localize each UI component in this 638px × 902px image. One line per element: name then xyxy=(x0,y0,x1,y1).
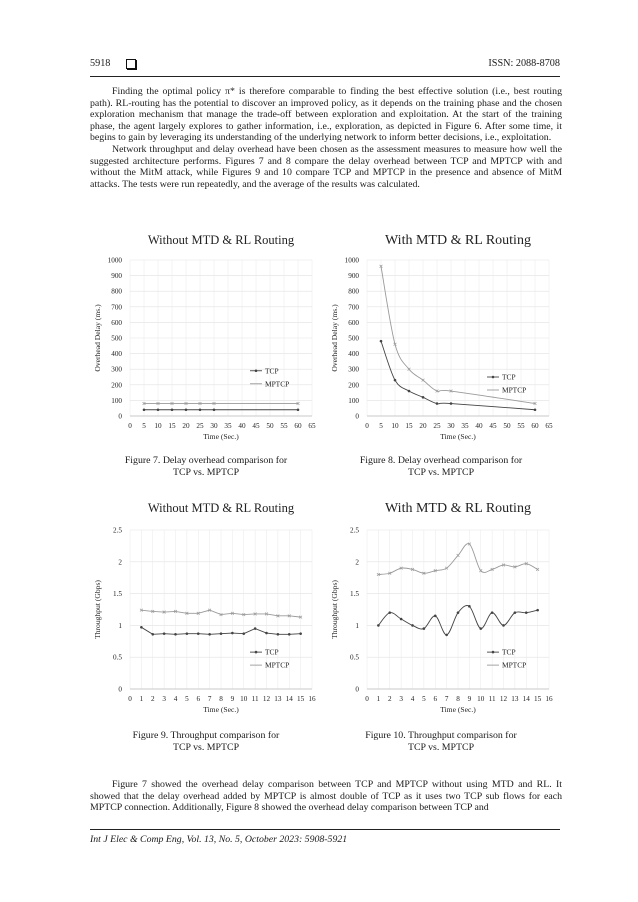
x-tick-label: 45 xyxy=(252,422,260,430)
chart-svg xyxy=(88,228,328,446)
x-tick-label: 13 xyxy=(511,695,519,703)
x-tick-label: 15 xyxy=(405,422,413,430)
footer-rule xyxy=(90,829,560,830)
figure-7-chart xyxy=(88,228,328,451)
x-tick-label: 9 xyxy=(230,695,235,703)
x-tick-label: 1 xyxy=(139,695,144,703)
x-tick-label: 7 xyxy=(444,695,449,703)
y-tick-label: 500 xyxy=(111,334,122,343)
x-tick-label: 16 xyxy=(545,695,553,703)
x-tick-label: 65 xyxy=(545,422,553,430)
paragraph: Network throughput and delay overhead have been chosen as the assessment measures to measure how well the suggested architecture performs. Figures 7 and 8 compare the delay overhead between TCP and MPTCP with and without the MitM attack, while Figures 9 and 10 compare TCP and MPTCP in the presence and absence of MitM attacks. The tests were run repeatedly, and the average of the results was calculated. xyxy=(90,143,562,190)
y-tick-label: 0 xyxy=(355,685,359,694)
x-tick-label: 65 xyxy=(308,422,316,430)
legend-marker xyxy=(255,369,258,372)
y-tick-label: 1 xyxy=(118,621,122,630)
x-tick-label: 6 xyxy=(433,695,438,703)
x-tick-label: 13 xyxy=(274,695,282,703)
x-tick-label: 0 xyxy=(128,422,132,430)
data-point-tcp xyxy=(199,408,202,411)
data-point-tcp xyxy=(143,408,146,411)
y-tick-label: 800 xyxy=(111,287,122,296)
footer-citation: Int J Elec & Comp Eng, Vol. 13, No. 5, October 2023: 5908-5921 xyxy=(90,834,348,845)
caption-line: Figure 8. Delay overhead comparison for xyxy=(359,455,523,466)
y-tick-label: 700 xyxy=(111,303,122,312)
data-point-tcp xyxy=(185,408,188,411)
data-point-tcp xyxy=(380,340,383,343)
x-axis-label: Time (Sec.) xyxy=(203,705,239,714)
x-tick-label: 45 xyxy=(489,422,497,430)
x-tick-label: 40 xyxy=(238,422,246,430)
data-point-tcp xyxy=(288,633,291,636)
x-tick-label: 55 xyxy=(517,422,525,430)
caption-line: TCP vs. MPTCP xyxy=(407,466,475,478)
data-point-tcp xyxy=(254,627,257,630)
body-text-bottom xyxy=(90,779,562,814)
y-tick-label: 100 xyxy=(348,396,359,405)
chart-svg xyxy=(88,496,328,721)
data-point-tcp xyxy=(299,632,302,635)
y-tick-label: 2 xyxy=(355,558,359,567)
x-tick-label: 14 xyxy=(285,695,293,703)
x-tick-label: 3 xyxy=(399,695,403,703)
data-point-tcp xyxy=(468,605,471,608)
x-tick-label: 10 xyxy=(154,422,162,430)
data-point-tcp xyxy=(491,611,494,614)
data-point-tcp xyxy=(174,633,177,636)
x-tick-label: 60 xyxy=(294,422,302,430)
legend-label-tcp: TCP xyxy=(502,372,516,382)
y-tick-label: 0.5 xyxy=(350,653,359,662)
y-tick-label: 300 xyxy=(348,365,359,374)
y-tick-label: 400 xyxy=(348,350,359,359)
chart-svg xyxy=(325,496,565,721)
paragraph: Figure 7 showed the overhead delay comparison between TCP and MPTCP without using MTD and RL. It showed that the delay overhead added by MPTCP is almost double of TCP as it uses two TCP sub flows for each MPTCP connection. Additionally, Figure 8 showed the overhead delay comparison between TCP and xyxy=(90,779,562,814)
caption-line: TCP vs. MPTCP xyxy=(172,466,240,478)
x-tick-label: 55 xyxy=(280,422,288,430)
page-number: 5918 xyxy=(90,58,111,69)
legend-label-mptcp: MPTCP xyxy=(265,379,290,389)
data-point-tcp xyxy=(423,627,426,630)
y-tick-label: 0 xyxy=(118,412,122,421)
data-point-tcp xyxy=(163,632,166,635)
x-tick-label: 14 xyxy=(522,695,530,703)
x-tick-label: 3 xyxy=(162,695,166,703)
data-point-tcp xyxy=(186,632,189,635)
x-axis-label: Time (Sec.) xyxy=(203,432,239,441)
y-axis-label: Overhead Delay (ms.) xyxy=(330,304,339,372)
y-axis-label: Throughput (Gbps) xyxy=(93,580,102,639)
x-tick-label: 30 xyxy=(447,422,455,430)
y-tick-label: 600 xyxy=(348,318,359,327)
y-tick-label: 1 xyxy=(355,621,359,630)
x-tick-label: 50 xyxy=(266,422,274,430)
caption-line: Figure 7. Delay overhead comparison for xyxy=(124,455,288,466)
x-tick-label: 2 xyxy=(387,695,392,703)
data-point-tcp xyxy=(394,379,397,382)
x-tick-label: 11 xyxy=(251,695,259,703)
figure-7-caption xyxy=(106,455,306,478)
chart-title: Without MTD & RL Routing xyxy=(147,501,295,515)
x-tick-label: 25 xyxy=(196,422,204,430)
data-point-tcp xyxy=(434,615,437,618)
legend-label-tcp: TCP xyxy=(265,647,279,657)
x-tick-label: 35 xyxy=(461,422,469,430)
y-tick-label: 100 xyxy=(111,396,122,405)
x-tick-label: 4 xyxy=(173,695,178,703)
x-tick-label: 35 xyxy=(224,422,232,430)
data-point-tcp xyxy=(297,408,300,411)
y-tick-label: 1000 xyxy=(344,256,359,265)
data-point-tcp xyxy=(265,632,268,635)
y-tick-label: 1000 xyxy=(107,256,122,265)
y-tick-label: 2.5 xyxy=(113,526,122,535)
x-tick-label: 10 xyxy=(240,695,248,703)
data-point-tcp xyxy=(436,402,439,405)
data-point-tcp xyxy=(213,408,216,411)
data-point-tcp xyxy=(536,609,539,612)
x-tick-label: 0 xyxy=(365,695,369,703)
caption-line: TCP vs. MPTCP xyxy=(407,741,475,753)
y-axis-label: Overhead Delay (ms.) xyxy=(93,304,102,372)
x-tick-label: 11 xyxy=(488,695,496,703)
y-tick-label: 0 xyxy=(355,412,359,421)
data-point-tcp xyxy=(242,632,245,635)
body-text-top xyxy=(90,86,562,190)
caption-line: Figure 9. Throughput comparison for xyxy=(132,730,280,741)
x-tick-label: 12 xyxy=(262,695,271,703)
chart-svg xyxy=(325,228,565,446)
data-point-tcp xyxy=(151,633,154,636)
data-point-tcp xyxy=(231,632,234,635)
figure-8-caption xyxy=(341,455,541,478)
paragraph: Finding the optimal policy π* is therefore comparable to finding the best effective solution (i.e., best routing path). RL-routing has the potential to discover an improved policy, as it depends on the training phase and the chosen exploration mechanism that manage the trade-off between exploration and exploitation. At the start of the training phase, the agent largely explores to gather information, i.e., exploration, as depicted in Figure 6. After some time, it begins to gain by leveraging its understanding of the underlying network to inform better decisions, i.e., exploitation. xyxy=(90,86,562,144)
checkbox-square-icon xyxy=(126,59,136,69)
y-tick-label: 600 xyxy=(111,318,122,327)
running-header xyxy=(90,58,560,74)
caption-line: Figure 10. Throughput comparison for xyxy=(365,730,517,741)
x-tick-label: 4 xyxy=(410,695,415,703)
x-tick-label: 8 xyxy=(219,695,223,703)
x-tick-label: 25 xyxy=(433,422,441,430)
x-tick-label: 10 xyxy=(477,695,485,703)
legend-label-mptcp: MPTCP xyxy=(502,385,527,395)
y-tick-label: 300 xyxy=(111,365,122,374)
chart-title: With MTD & RL Routing xyxy=(385,233,531,248)
y-tick-label: 1.5 xyxy=(113,590,122,599)
figure-10-caption xyxy=(341,730,541,753)
figure-10-chart xyxy=(325,496,565,726)
y-tick-label: 900 xyxy=(111,272,122,281)
legend-label-tcp: TCP xyxy=(265,366,279,376)
data-point-tcp xyxy=(377,624,380,627)
x-axis-label: Time (Sec.) xyxy=(440,432,476,441)
y-tick-label: 900 xyxy=(348,272,359,281)
series-line-mptcp xyxy=(381,266,535,403)
x-tick-label: 5 xyxy=(379,422,383,430)
x-tick-label: 2 xyxy=(150,695,155,703)
data-point-tcp xyxy=(277,633,280,636)
x-tick-label: 20 xyxy=(182,422,190,430)
chart-title: Without MTD & RL Routing xyxy=(147,233,295,247)
x-tick-label: 5 xyxy=(422,695,426,703)
x-tick-label: 5 xyxy=(185,695,189,703)
y-tick-label: 700 xyxy=(348,303,359,312)
data-point-tcp xyxy=(208,633,211,636)
data-point-tcp xyxy=(171,408,174,411)
data-point-tcp xyxy=(411,624,414,627)
data-point-tcp xyxy=(140,626,143,629)
x-tick-label: 12 xyxy=(499,695,508,703)
data-point-tcp xyxy=(525,611,528,614)
y-tick-label: 0 xyxy=(118,685,122,694)
y-tick-label: 1.5 xyxy=(350,590,359,599)
x-tick-label: 5 xyxy=(142,422,146,430)
x-tick-label: 6 xyxy=(196,695,201,703)
chart-title: With MTD & RL Routing xyxy=(385,501,531,516)
x-tick-label: 0 xyxy=(128,695,132,703)
legend-label-mptcp: MPTCP xyxy=(502,660,527,670)
x-tick-label: 15 xyxy=(297,695,305,703)
data-point-tcp xyxy=(400,618,403,621)
data-point-tcp xyxy=(445,634,448,637)
data-point-tcp xyxy=(457,611,460,614)
x-tick-label: 40 xyxy=(475,422,483,430)
journal-issn: ISSN: 2088-8708 xyxy=(488,58,560,69)
x-tick-label: 16 xyxy=(308,695,316,703)
caption-line: TCP vs. MPTCP xyxy=(172,741,240,753)
data-point-tcp xyxy=(408,390,411,393)
data-point-tcp xyxy=(422,396,425,399)
x-tick-label: 20 xyxy=(419,422,427,430)
x-tick-label: 15 xyxy=(534,695,542,703)
data-point-tcp xyxy=(197,632,200,635)
x-axis-label: Time (Sec.) xyxy=(440,705,476,714)
y-tick-label: 200 xyxy=(348,381,359,390)
y-tick-label: 200 xyxy=(111,381,122,390)
header-rule xyxy=(90,76,560,77)
x-tick-label: 7 xyxy=(207,695,212,703)
x-tick-label: 8 xyxy=(456,695,460,703)
x-tick-label: 50 xyxy=(503,422,511,430)
data-point-tcp xyxy=(388,611,391,614)
data-point-tcp xyxy=(220,632,223,635)
x-tick-label: 30 xyxy=(210,422,218,430)
figure-9-chart xyxy=(88,496,328,726)
legend-marker xyxy=(255,651,258,654)
y-axis-label: Throughput (Gbps) xyxy=(330,580,339,639)
data-point-tcp xyxy=(157,408,160,411)
y-tick-label: 2 xyxy=(118,558,122,567)
legend-label-mptcp: MPTCP xyxy=(265,660,290,670)
x-tick-label: 15 xyxy=(168,422,176,430)
y-tick-label: 800 xyxy=(348,287,359,296)
x-tick-label: 1 xyxy=(376,695,381,703)
y-tick-label: 2.5 xyxy=(350,526,359,535)
figure-8-chart xyxy=(325,228,565,451)
x-tick-label: 9 xyxy=(467,695,472,703)
y-tick-label: 400 xyxy=(111,350,122,359)
legend-label-tcp: TCP xyxy=(502,647,516,657)
data-point-tcp xyxy=(534,408,537,411)
x-tick-label: 10 xyxy=(391,422,399,430)
x-tick-label: 0 xyxy=(365,422,369,430)
data-point-tcp xyxy=(450,402,453,405)
y-tick-label: 0.5 xyxy=(113,653,122,662)
data-point-tcp xyxy=(502,624,505,627)
y-tick-label: 500 xyxy=(348,334,359,343)
data-point-tcp xyxy=(514,611,517,614)
data-point-tcp xyxy=(479,627,482,630)
figure-9-caption xyxy=(106,730,306,753)
legend-marker xyxy=(492,651,495,654)
legend-marker xyxy=(492,376,495,379)
x-tick-label: 60 xyxy=(531,422,539,430)
